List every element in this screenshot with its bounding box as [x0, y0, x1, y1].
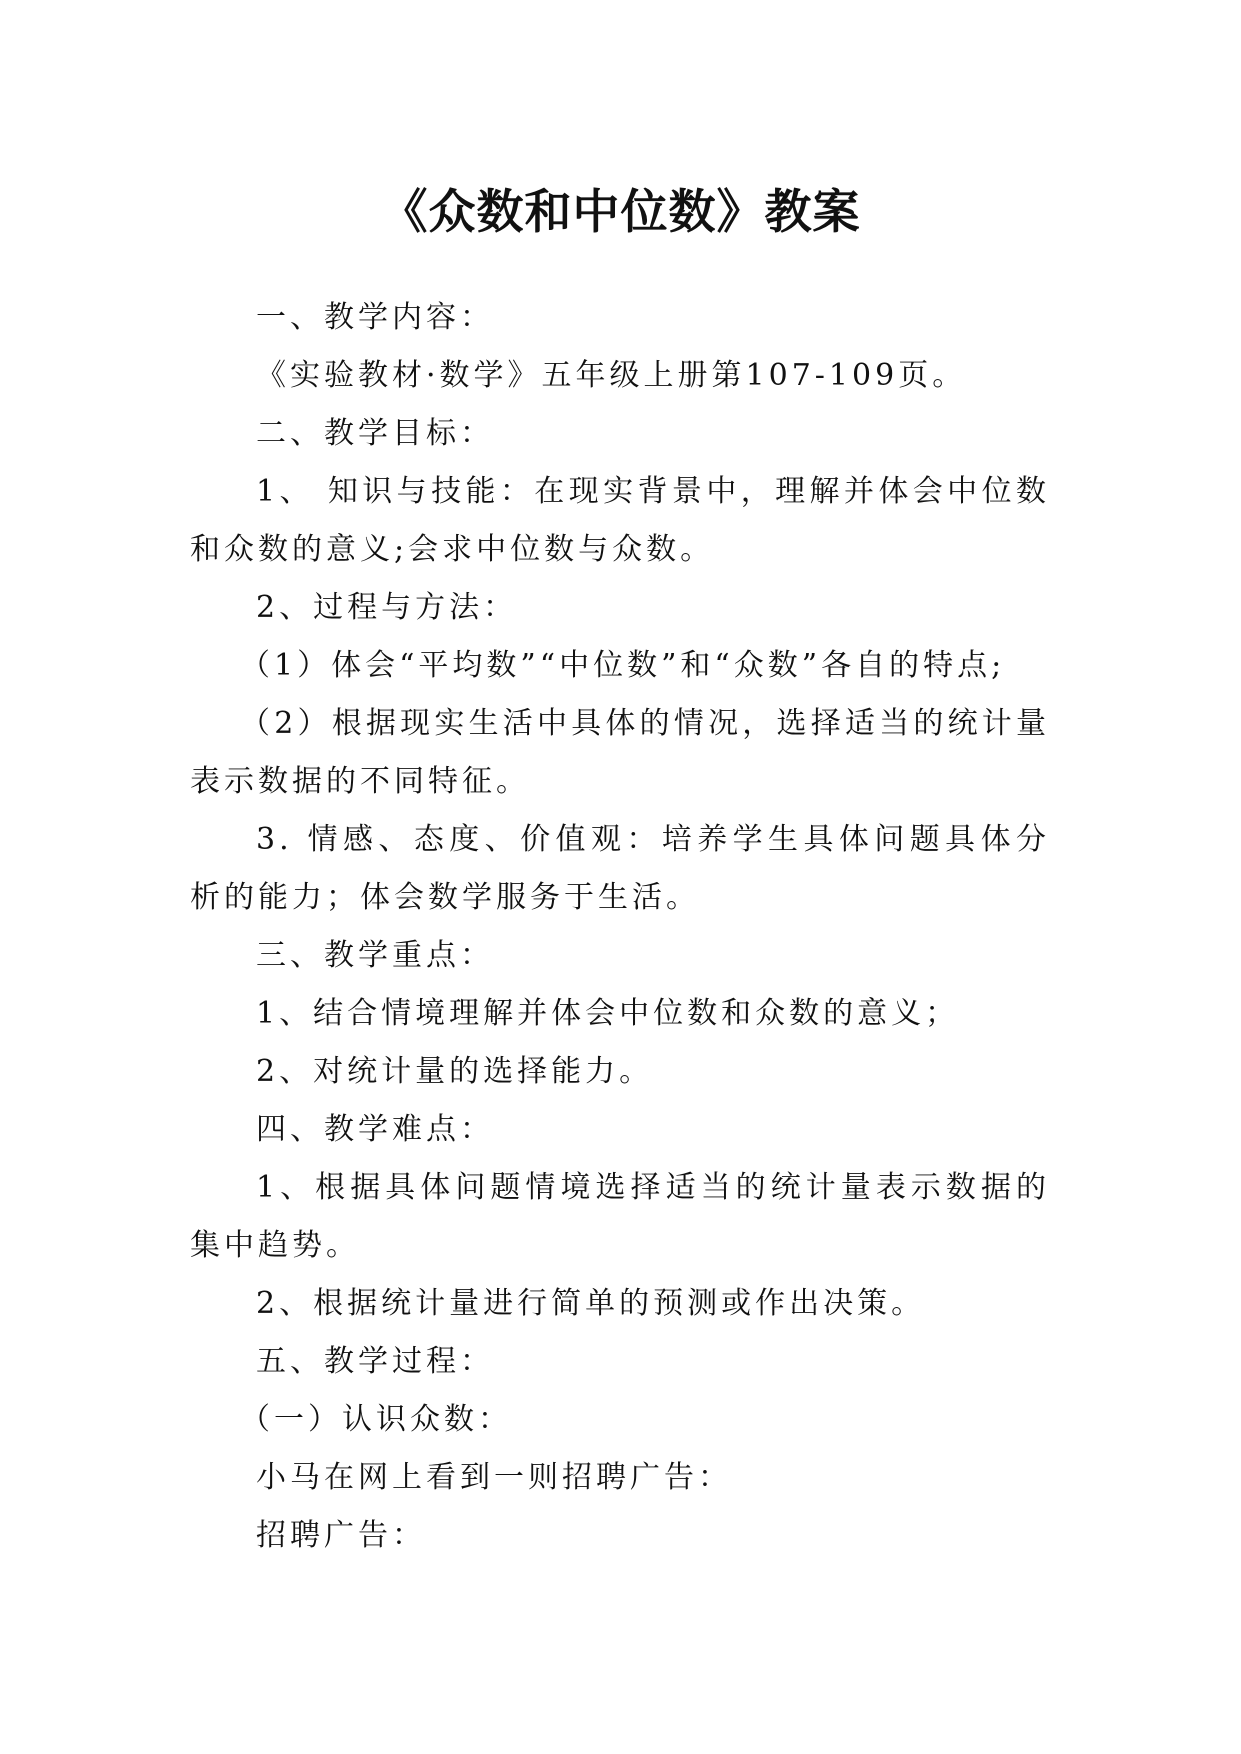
paragraph-section-2-heading: 二、教学目标：: [256, 416, 494, 451]
paragraph-key-point-1: 1、结合情境理解并体会中位数和众数的意义；: [256, 996, 960, 1031]
paragraph-key-point-2: 2、对统计量的选择能力。: [256, 1054, 654, 1089]
paragraph-ad-intro: 小马在网上看到一则招聘广告：: [256, 1460, 732, 1495]
paragraph-goal-process-1: （1）体会“平均数”“中位数”和“众数”各自的特点;: [240, 648, 1006, 683]
paragraph-section-1-heading: 一、教学内容：: [256, 300, 494, 335]
paragraph-section-4-heading: 四、教学难点：: [256, 1112, 494, 1147]
paragraph-textbook-reference: 《实验教材·数学》五年级上册第107-109页。: [256, 358, 967, 393]
paragraph-goal-process-2: （2）根据现实生活中具体的情况，选择适当的统计量表示数据的不同特征。: [190, 706, 1050, 799]
paragraph-section-5-heading: 五、教学过程：: [256, 1344, 494, 1379]
paragraph-process-part-1: （一）认识众数：: [240, 1402, 512, 1437]
document-title: 《众数和中位数》教案: [380, 185, 861, 241]
paragraph-ad-heading: 招聘广告：: [256, 1518, 426, 1553]
document-body: [190, 289, 1050, 1565]
paragraph-difficulty-1: 1、根据具体问题情境选择适当的统计量表示数据的集中趋势。: [190, 1170, 1050, 1263]
paragraph-goal-process-heading: 2、过程与方法：: [256, 590, 518, 625]
paragraph-goal-attitude: 3. 情感、态度、价值观：培养学生具体问题具体分析的能力；体会数学服务于生活。: [190, 822, 1050, 915]
paragraph-difficulty-2: 2、根据统计量进行简单的预测或作出决策。: [256, 1286, 926, 1321]
paragraph-goal-knowledge: 1、 知识与技能：在现实背景中，理解并体会中位数和众数的意义;会求中位数与众数。: [190, 474, 1050, 567]
paragraph-section-3-heading: 三、教学重点：: [256, 938, 494, 973]
